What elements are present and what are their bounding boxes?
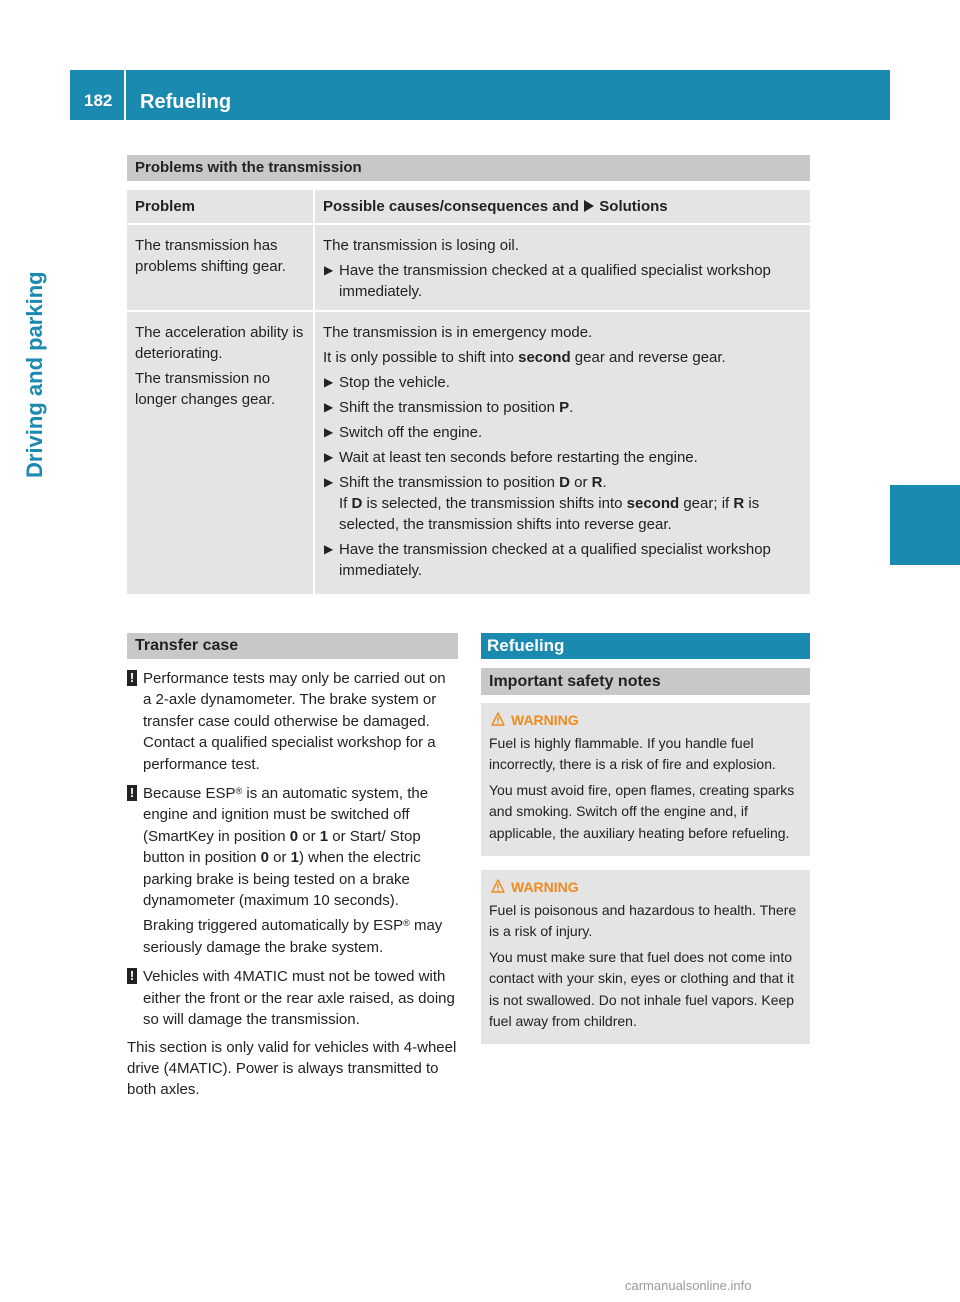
emphasis-text: P — [559, 399, 570, 416]
solution-cell — [315, 312, 810, 594]
step-text: Have the transmission checked at a qualified specialist workshop immediately. — [339, 541, 771, 579]
problem-cell — [127, 225, 313, 310]
warning-triangle-icon — [491, 879, 505, 893]
subsection-title: Important safety notes — [481, 668, 810, 695]
problem-cell — [127, 312, 313, 594]
text-run: may seriously damage the brake system. — [143, 917, 443, 956]
solution-step — [323, 422, 802, 443]
column-header-solutions-suffix: Solutions — [599, 198, 668, 215]
solution-step — [323, 260, 802, 302]
step-text: Have the transmission checked at a qualified specialist workshop immediately. — [339, 262, 771, 300]
page-number: 182 — [70, 70, 126, 120]
note-paragraph — [143, 915, 458, 958]
solution-cell — [315, 225, 810, 310]
body-text: This section is only valid for vehicles with 4-wheel drive (4MATIC). Power is always transmitted to both axles. — [127, 1038, 457, 1099]
warning-box — [481, 703, 810, 856]
page-title: Refueling — [140, 91, 232, 113]
solution-step — [323, 539, 802, 581]
text-run: is selected, the transmission shifts into reverse gear. — [339, 495, 760, 533]
warning-triangle-icon — [491, 712, 505, 726]
warning-text: You must avoid fire, open flames, creating sparks and smoking. Switch off the engine and, if applicable, the auxiliary heating before refueling. — [489, 781, 795, 841]
text-run: or — [302, 827, 316, 845]
problem-text: The transmission no longer changes gear. — [135, 370, 276, 408]
text-run: is an automatic system, the engine and ignition must be switched off (SmartKey in position — [143, 785, 429, 845]
emphasis-text: R — [591, 474, 603, 491]
step-text: Wait at least ten seconds before restarting the engine. — [339, 449, 698, 466]
section-title: Refueling — [481, 633, 810, 659]
refueling-section — [481, 633, 810, 1044]
text-run: or — [273, 849, 287, 867]
caution-note — [127, 783, 458, 958]
warning-box — [481, 870, 810, 1044]
side-tab-label: Driving and parking — [22, 271, 47, 478]
text-run: . — [602, 474, 607, 491]
warning-label: WARNING — [511, 879, 579, 896]
play-arrow-icon: ▶ — [324, 450, 334, 464]
note-text: Vehicles with 4MATIC must not be towed with either the front or the rear axle raised, as doing so will damage the transmission. — [143, 968, 455, 1029]
emphasis-text: D — [559, 474, 570, 491]
emphasis-text: D — [351, 495, 363, 512]
section-title: Transfer case — [127, 633, 458, 659]
table-caption: Problems with the transmission — [127, 155, 810, 181]
caution-note — [127, 966, 458, 1030]
side-tab-marker — [890, 485, 960, 565]
problem-text: The acceleration ability is deteriorating. — [135, 324, 304, 362]
note-text: Performance tests may only be carried out on a 2-axle dynamometer. The brake system or transfer case could otherwise be damaged. Contact a qualified specialist workshop for a performance test. — [143, 670, 446, 773]
table-row — [127, 225, 810, 310]
emphasis-text: 1 — [290, 849, 299, 867]
step-text: Switch off the engine. — [339, 424, 483, 441]
column-header-solutions-prefix: Possible causes/consequences and — [323, 198, 579, 215]
registered-mark: ® — [235, 786, 243, 797]
warning-label: WARNING — [511, 712, 579, 728]
play-arrow-icon: ▶ — [324, 400, 334, 414]
warning-heading — [489, 878, 802, 896]
exclamation-icon: ! — [127, 670, 137, 686]
warning-text: Fuel is poisonous and hazardous to health. There is a risk of injury. — [489, 902, 797, 940]
solution-step — [323, 397, 802, 418]
warning-text: You must make sure that fuel does not come into contact with your skin, eyes or clothing and that it is not swallowed. Do not inhale fuel vapors. Keep fuel away from children. — [489, 948, 795, 1030]
warning-heading — [489, 711, 802, 729]
emphasis-text: R — [733, 495, 745, 512]
text-run: It is only possible to shift into — [323, 349, 514, 366]
text-run: gear; if — [683, 495, 730, 512]
play-arrow-icon: ▶ — [324, 425, 334, 439]
emphasis-text: second — [626, 495, 680, 512]
table-header-row — [127, 190, 810, 223]
cause-text — [323, 347, 802, 368]
text-run: Because ESP — [143, 785, 236, 803]
emphasis-text: second — [518, 349, 571, 366]
registered-mark: ® — [403, 918, 410, 929]
transfer-case-section — [127, 633, 458, 1101]
text-run: ) when the electric parking brake is being tested on a brake dynamometer (maximum 10 seconds). — [143, 849, 421, 910]
watermark: carmanualsonline.info — [625, 1278, 752, 1293]
emphasis-text: 1 — [319, 827, 329, 845]
column-header-problem: Problem — [127, 190, 313, 223]
step-text: Stop the vehicle. — [339, 374, 450, 391]
solution-step — [323, 447, 802, 468]
play-arrow-icon: ▶ — [324, 475, 334, 489]
emphasis-text: 0 — [260, 849, 269, 867]
transmission-problems-table — [127, 155, 810, 594]
text-run: Braking triggered automatically by ESP — [143, 917, 404, 935]
column-header-solutions — [315, 190, 810, 223]
warning-text: Fuel is highly flammable. If you handle fuel incorrectly, there is a risk of fire and explosion. — [489, 735, 776, 773]
cause-text: The transmission is losing oil. — [323, 237, 519, 254]
problem-text: The transmission has problems shifting gear. — [135, 237, 286, 275]
text-run: If — [339, 495, 348, 512]
play-arrow-icon — [583, 200, 595, 212]
text-run: Shift the transmission to position — [339, 474, 555, 491]
text-run: gear and reverse gear. — [574, 349, 726, 366]
play-arrow-icon: ▶ — [324, 542, 334, 556]
caution-note — [127, 668, 458, 775]
play-arrow-icon: ▶ — [324, 263, 334, 277]
exclamation-icon: ! — [127, 785, 137, 801]
text-run: Shift the transmission to position — [339, 399, 555, 416]
cause-text: The transmission is in emergency mode. — [323, 324, 593, 341]
text-run: or Start/ Stop button in position — [143, 827, 421, 867]
text-run: or — [574, 474, 588, 491]
play-arrow-icon: ▶ — [324, 375, 334, 389]
text-run: is selected, the transmission shifts into — [366, 495, 623, 512]
text-run: . — [569, 399, 574, 416]
table-row — [127, 312, 810, 594]
emphasis-text: 0 — [289, 827, 299, 845]
solution-step — [323, 372, 802, 393]
page-header — [70, 70, 890, 120]
exclamation-icon: ! — [127, 968, 137, 984]
solution-step — [323, 472, 802, 535]
